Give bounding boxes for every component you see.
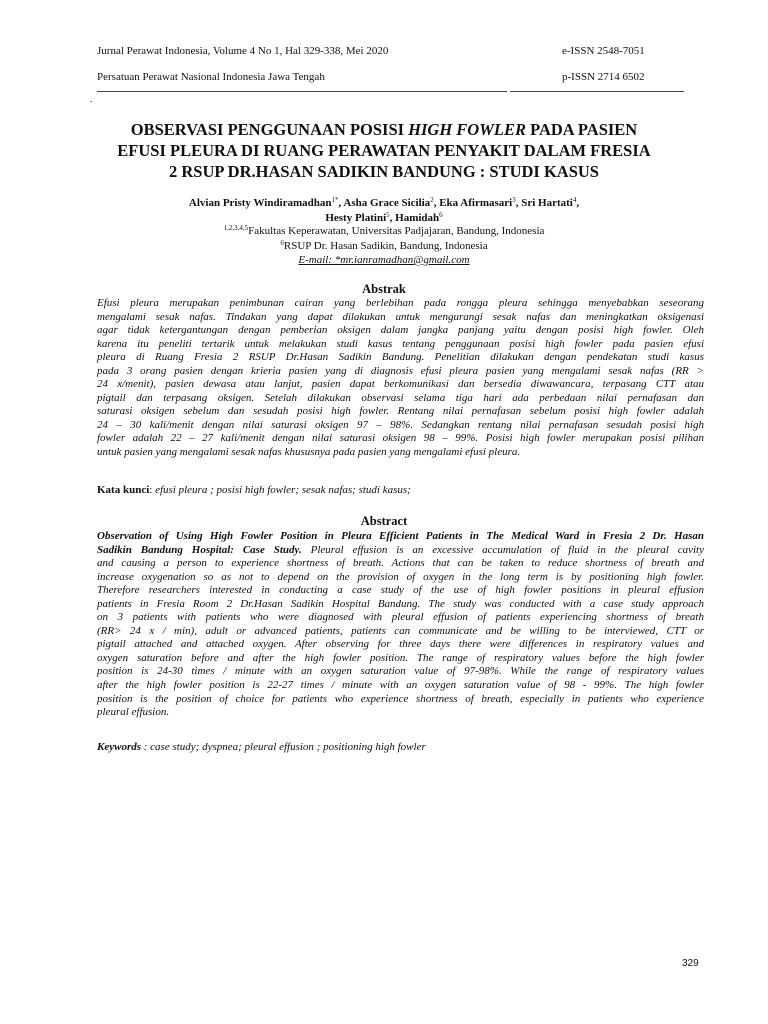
abstract-line: oxygen saturation before and after the high fowler position. The range of respiratory values before the high fowler (97, 651, 704, 664)
abstract-line: after the high fowler position is 22-27 times / minute with an oxygen saturation value of 98 - 99%. The high fowler (97, 679, 704, 692)
journal-citation: Jurnal Perawat Indonesia, Volume 4 No 1, Hal 329-338, Mei 2020 (97, 45, 389, 57)
abstrak-line: Efusi pleura merupakan penimbunan cairan yang berlebihan pada rongga pleura sehingga menyebabkan seseorang (97, 297, 704, 309)
author-line: Hesty Platini$^5$, Hamidah$^6$ (325, 211, 443, 224)
affiliation: $^{1,2,3,4,5}$Fakultas Keperawatan, Universitas Padjajaran, Bandung, Indonesia (223, 224, 545, 237)
abstract-line: increase oxygenation so as not to depend on the provision of oxygen in the long term is by positioning high fowler. (97, 570, 704, 583)
abstract-line: and causing a person to experience shortness of breath. Actions that can be taken to reduce shortness of breath and (97, 557, 704, 570)
author-list (80, 196, 688, 226)
abstrak-line: pleura di Ruang Fresia 2 RSUP Dr.Hasan Sadikin Bandung. Penelitian dilakukan dengan pendekatan studi kasus (97, 351, 704, 364)
publisher: Persatuan Perawat Nasional Indonesia Jawa Tengah (97, 71, 325, 83)
abstrak-heading: Abstrak (362, 282, 406, 296)
paper-title (80, 119, 688, 182)
abstract-line: pigtail attached and attached oxygen. After observing for three days there were differences in respiratory values and (97, 638, 704, 651)
abstrak-line: mengalami sesak nafas. Tindakan yang dapat dilakukan untuk mengurangi sesak nafas dan meningkatkan oksigenasi (97, 310, 704, 323)
pissn: p-ISSN 2714 6502 (562, 71, 645, 83)
title-line: 2 RSUP DR.HASAN SADIKIN BANDUNG : STUDI KASUS (169, 162, 599, 181)
abstrak-line: 24 x/menit), pasien dewasa atau lanjut, pasien dapat berkomunikasi dan bersedia diwawancara, terpasang CTT atau (97, 378, 704, 391)
abstract-line: position is 24-30 times / minute with an oxygen saturation value of 97-98%. While the range of respiratory values (97, 665, 704, 678)
page-number: 329 (682, 958, 699, 969)
abstract-line: pleural effusion. (97, 706, 170, 719)
abstrak-line: saturasi oksigen sebelum dan sesudah posisi high fowler. Rentang nilai pernafasan sebelum posisi high fowler adalah (97, 405, 704, 418)
abstract-line: on 3 patients with patients who were diagnosed with pleural effusion of patients experiencing shortness of breath (97, 611, 704, 624)
abstract-body (97, 530, 704, 720)
abstract-line: patients in Fresia Room 2 Dr.Hasan Sadikin Hospital Bandung. The study was conducted with a case study approach (97, 597, 704, 610)
abstract-line: position is the position of choice for patients who experience shortness of breath, especially in patients who experience (97, 692, 704, 705)
eissn: e-ISSN 2548-7051 (562, 45, 645, 57)
header-rule (510, 91, 684, 92)
abstract-title-line: Observation of Using High Fowler Position in Pleura Efficient Patients in The Medical Ward in Fresia 2 Dr. Hasan (97, 530, 704, 542)
abstrak-line: karena itu peneliti tertarik untuk melakukan studi kasus tentang penggunaan posisi high fowler pada pasien efusi (97, 337, 704, 350)
email-link[interactable]: E-mail: *mr.ianramadhan@gmail.com (298, 254, 470, 266)
abstract-line: (RR> 24 x / min), adult or advanced patients, patients can communicate and be willing to be interviewed, CTT or (97, 624, 704, 637)
affiliation: $^6$RSUP Dr. Hasan Sadikin, Bandung, Indonesia (280, 239, 488, 252)
stray-dot: . (90, 94, 93, 104)
abstract-line: Therefore researchers interested in conducting a case study of the use of high fowler positions in pleural effusion (97, 584, 704, 597)
abstrak-line: pada 3 orang pasien dengan krieria pasien yang di diagnosis efusi pleura pasien yang mengalami sesak nafas (RR > (97, 364, 704, 377)
abstrak-line: pigtail dan terpasang oksigen. Setelah dilakukan observasi selama tiga hari ada perbedaan nilai pernafasan dan (97, 391, 704, 404)
abstrak-line: 24 – 30 kali/menit dengan nilai saturasi oksigen 97 – 98%. Sedangkan rentang nilai pernafasan sesudah posisi high (97, 418, 704, 431)
kata-kunci-value: efusi pleura ; posisi high fowler; sesak nafas; studi kasus; (155, 484, 411, 496)
keywords-value: : case study; dyspnea; pleural effusion ; positioning high fowler (141, 741, 426, 753)
title-line: OBSERVASI PENGGUNAAN POSISI HIGH FOWLER PADA PASIEN (130, 120, 638, 139)
keywords-label: Keywords (97, 741, 141, 753)
kata-kunci-label: Kata kunci (97, 484, 150, 496)
abstrak-line: fowler adalah 22 – 27 kali/menit dengan nilai saturasi oksigen 98 – 99%. Posisi high fowler merupakan posisi pilihan (97, 432, 704, 445)
header-rule (97, 91, 507, 92)
kata-kunci: Kata kunci: efusi pleura ; posisi high fowler; sesak nafas; studi kasus; (97, 484, 411, 496)
abstrak-line: untuk pasien yang mengalami sesak nafas khususnya pada pasien yang mengalami efusi pleura. (97, 446, 521, 459)
author-line: Alvian Pristy Windiramadhan$^{1*}$, Asha Grace Sicilia$^2$, Eka Afirmasari$^3$, Sri Hartati$^4$, (188, 196, 580, 209)
abstrak-line: agar tidak ketergantungan dengan pemberian oksigen dalam jangka panjang yaitu dengan posisi high fowler. Oleh (97, 324, 704, 337)
title-line: EFUSI PLEURA DI RUANG PERAWATAN PENYAKIT DALAM FRESIA (117, 141, 651, 160)
keywords (97, 740, 426, 754)
abstrak-body (97, 297, 704, 460)
abstract-title-line: Sadikin Bandung Hospital: Case Study. Pleural effusion is an excessive accumulation of fluid in the pleural cavity (97, 543, 704, 556)
abstract-heading: Abstract (360, 514, 408, 528)
